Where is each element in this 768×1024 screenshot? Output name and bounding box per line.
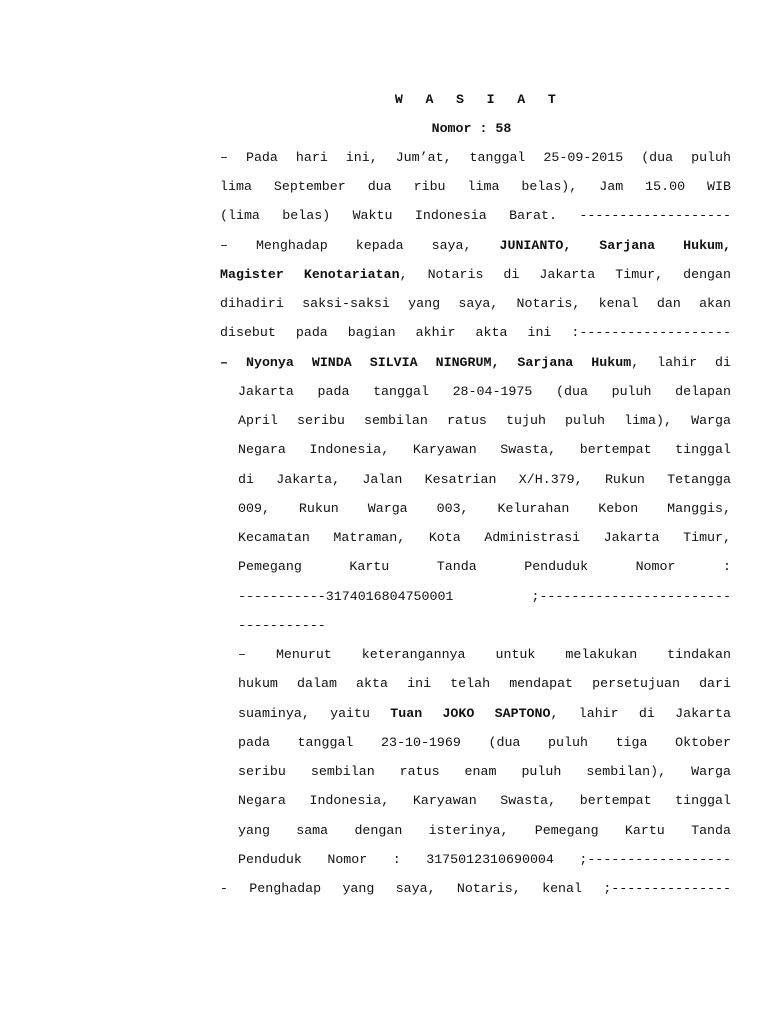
text: , lahir di <box>631 355 731 370</box>
paragraph-2-line-1 <box>220 236 731 256</box>
paragraph-3-line-9: -----------3174016804750001 ;------------------------ <box>238 589 731 604</box>
paragraph-4-line-1: – Menurut keterangannya untuk melakukan tindakan <box>238 647 731 662</box>
text: – Menghadap kepada saya, <box>220 238 500 253</box>
spouse-name: Tuan JOKO SAPTONO <box>390 706 551 721</box>
dash: – <box>220 355 246 370</box>
paragraph-4-line-5: seribu sembilan ratus enam puluh sembilan), Warga <box>238 764 731 779</box>
paragraph-3-line-2: Jakarta pada tanggal 28-04-1975 (dua puluh delapan <box>238 384 731 399</box>
paragraph-4-line-6: Negara Indonesia, Karyawan Swasta, bertempat tinggal <box>238 793 731 808</box>
paragraph-1-line-1: – Pada hari ini, Jum’at, tanggal 25-09-2015 (dua puluh <box>220 150 731 165</box>
paragraph-1-line-3: (lima belas) Waktu Indonesia Barat. ------------------- <box>220 208 731 223</box>
document-title: W A S I A T <box>394 92 564 107</box>
paragraph-2-line-4: disebut pada bagian akhir akta ini :------------------- <box>220 325 731 340</box>
paragraph-4-line-3 <box>238 704 731 724</box>
text: suaminya, yaitu <box>238 706 391 721</box>
paragraph-3-line-3: April seribu sembilan ratus tujuh puluh lima), Warga <box>238 413 731 428</box>
paragraph-5-line-1: - Penghadap yang saya, Notaris, kenal ;--------------- <box>220 881 731 896</box>
text: , Notaris di Jakarta Timur, dengan <box>399 267 731 282</box>
notary-title: Magister Kenotariatan <box>220 267 400 282</box>
document-number: Nomor : 58 <box>431 121 512 136</box>
paragraph-3-line-6: 009, Rukun Warga 003, Kelurahan Kebon Manggis, <box>238 501 731 516</box>
text: , lahir di Jakarta <box>550 706 731 721</box>
paragraph-3-line-1 <box>220 353 731 373</box>
paragraph-3-line-7: Kecamatan Matraman, Kota Administrasi Jakarta Timur, <box>238 530 731 545</box>
paragraph-3-line-4: Negara Indonesia, Karyawan Swasta, bertempat tinggal <box>238 442 731 457</box>
paragraph-4-line-4: pada tanggal 23-10-1969 (dua puluh tiga Oktober <box>238 735 731 750</box>
party-name: Nyonya WINDA SILVIA NINGRUM, Sarjana Hukum <box>245 355 632 370</box>
notary-name: JUNIANTO, Sarjana Hukum, <box>499 238 731 253</box>
paragraph-4-line-7: yang sama dengan isterinya, Pemegang Kartu Tanda <box>238 823 731 838</box>
paragraph-4-line-8: Penduduk Nomor : 3175012310690004 ;------------------ <box>238 852 731 867</box>
paragraph-1-line-2: lima September dua ribu lima belas), Jam 15.00 WIB <box>220 179 731 194</box>
paragraph-2-line-2 <box>220 265 731 285</box>
paragraph-4-line-2: hukum dalam akta ini telah mendapat persetujuan dari <box>238 676 731 691</box>
paragraph-2-line-3: dihadiri saksi-saksi yang saya, Notaris, kenal dan akan <box>220 296 731 311</box>
paragraph-3-line-10: ----------- <box>238 618 326 633</box>
paragraph-3-line-8: Pemegang Kartu Tanda Penduduk Nomor : <box>238 559 731 574</box>
paragraph-3-line-5: di Jakarta, Jalan Kesatrian X/H.379, Rukun Tetangga <box>238 472 731 487</box>
